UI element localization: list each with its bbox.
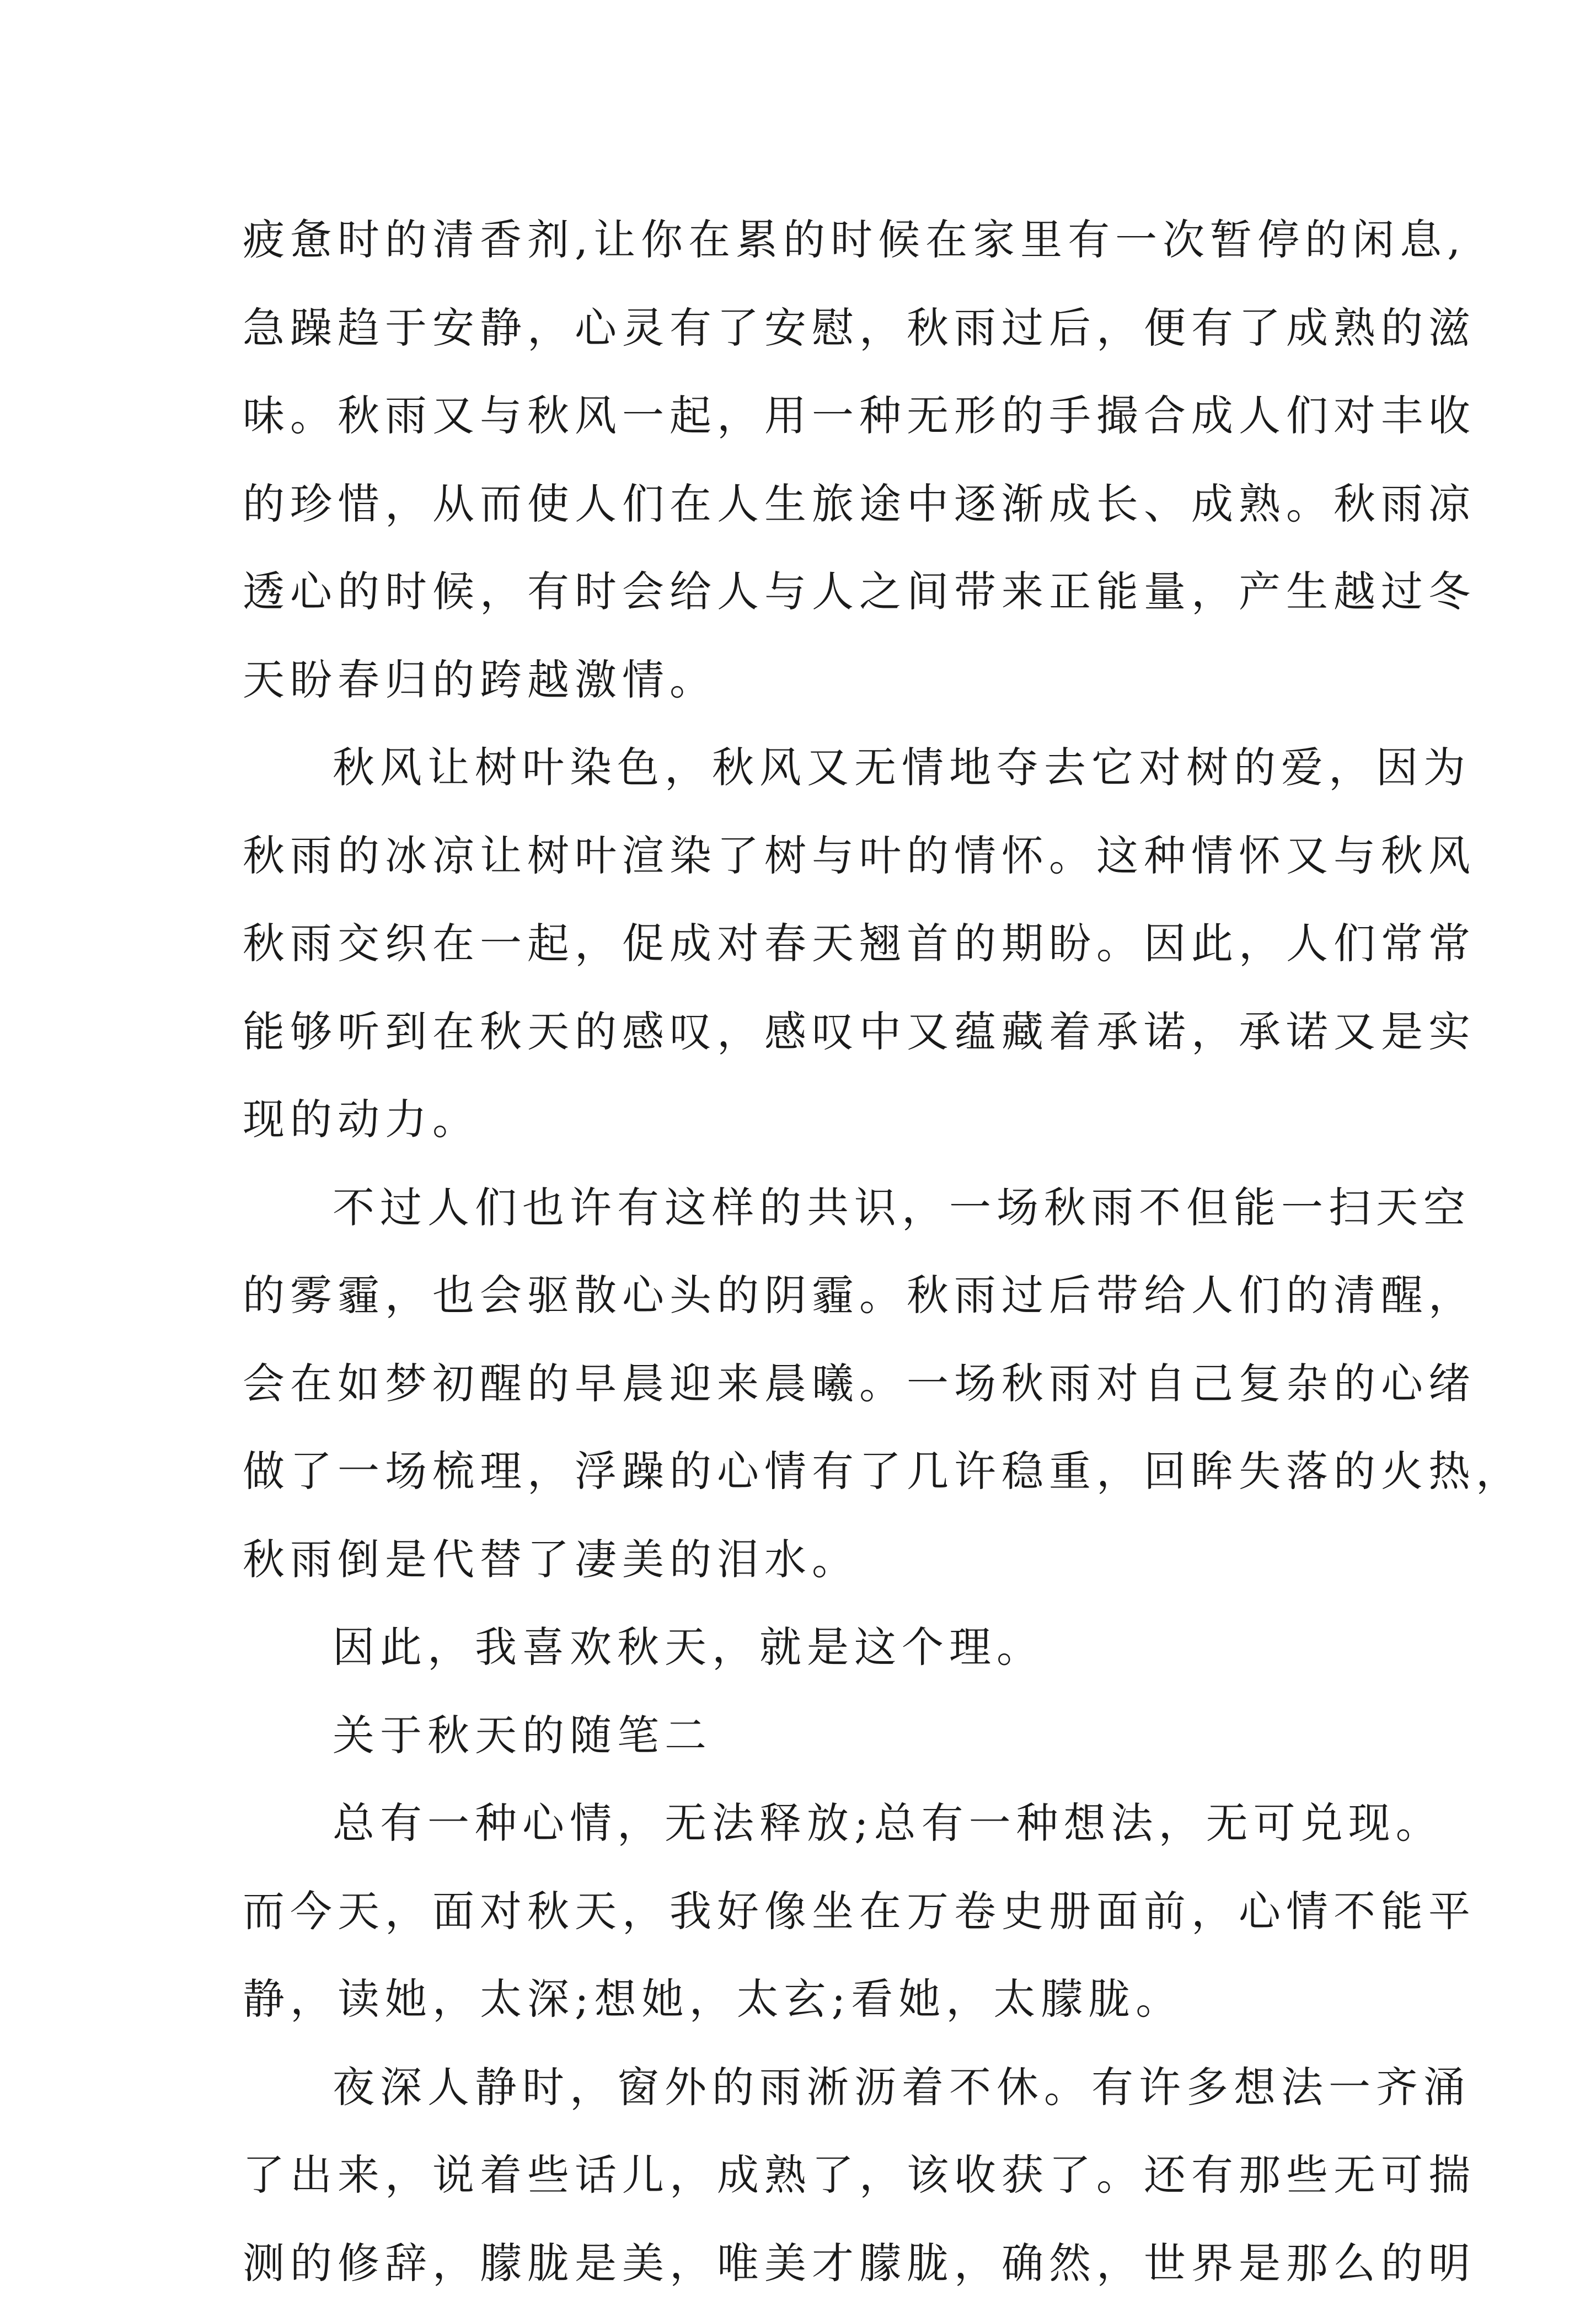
- text-line: 急躁趋于安静，心灵有了安慰，秋雨过后，便有了成熟的滋: [243, 284, 1390, 372]
- text-line: 测的修辞，朦胧是美，唯美才朦胧，确然，世界是那么的明: [243, 2219, 1390, 2307]
- text-line: 因此，我喜欢秋天，就是这个理。: [243, 1603, 1390, 1692]
- text-line: 疲惫时的清香剂,让你在累的时候在家里有一次暂停的闲息,: [243, 196, 1390, 284]
- body-text: [243, 196, 1390, 2307]
- text-line: 静，读她，太深;想她，太玄;看她，太朦胧。: [243, 1955, 1390, 2043]
- text-line: 不过人们也许有这样的共识，一场秋雨不但能一扫天空: [243, 1164, 1390, 1252]
- text-line: 了出来，说着些话儿，成熟了，该收获了。还有那些无可揣: [243, 2131, 1390, 2219]
- text-line: 而今天，面对秋天，我好像坐在万卷史册面前，心情不能平: [243, 1867, 1390, 1956]
- text-line: 的珍惜，从而使人们在人生旅途中逐渐成长、成熟。秋雨凉: [243, 460, 1390, 548]
- text-line: 的雾霾，也会驱散心头的阴霾。秋雨过后带给人们的清醒，: [243, 1251, 1390, 1340]
- text-line: 秋雨交织在一起，促成对春天翘首的期盼。因此，人们常常: [243, 900, 1390, 988]
- text-line: 能够听到在秋天的感叹，感叹中又蕴藏着承诺，承诺又是实: [243, 988, 1390, 1076]
- text-line: 会在如梦初醒的早晨迎来晨曦。一场秋雨对自己复杂的心绪: [243, 1340, 1390, 1428]
- text-line: 秋雨的冰凉让树叶渲染了树与叶的情怀。这种情怀又与秋风: [243, 812, 1390, 900]
- text-line: 秋风让树叶染色，秋风又无情地夺去它对树的爱，因为: [243, 724, 1390, 812]
- text-line: 天盼春归的跨越激情。: [243, 636, 1390, 724]
- text-line: 味。秋雨又与秋风一起，用一种无形的手撮合成人们对丰收: [243, 372, 1390, 460]
- text-line: 做了一场梳理，浮躁的心情有了几许稳重，回眸失落的火热，: [243, 1427, 1390, 1516]
- text-line: 夜深人静时，窗外的雨淅沥着不休。有许多想法一齐涌: [243, 2043, 1390, 2132]
- text-line: 总有一种心情，无法释放;总有一种想法，无可兑现。: [243, 1779, 1390, 1867]
- text-line: 秋雨倒是代替了凄美的泪水。: [243, 1516, 1390, 1604]
- text-line: 现的动力。: [243, 1075, 1390, 1164]
- text-line: 关于秋天的随笔二: [243, 1692, 1390, 1780]
- text-line: 透心的时候，有时会给人与人之间带来正能量，产生越过冬: [243, 548, 1390, 636]
